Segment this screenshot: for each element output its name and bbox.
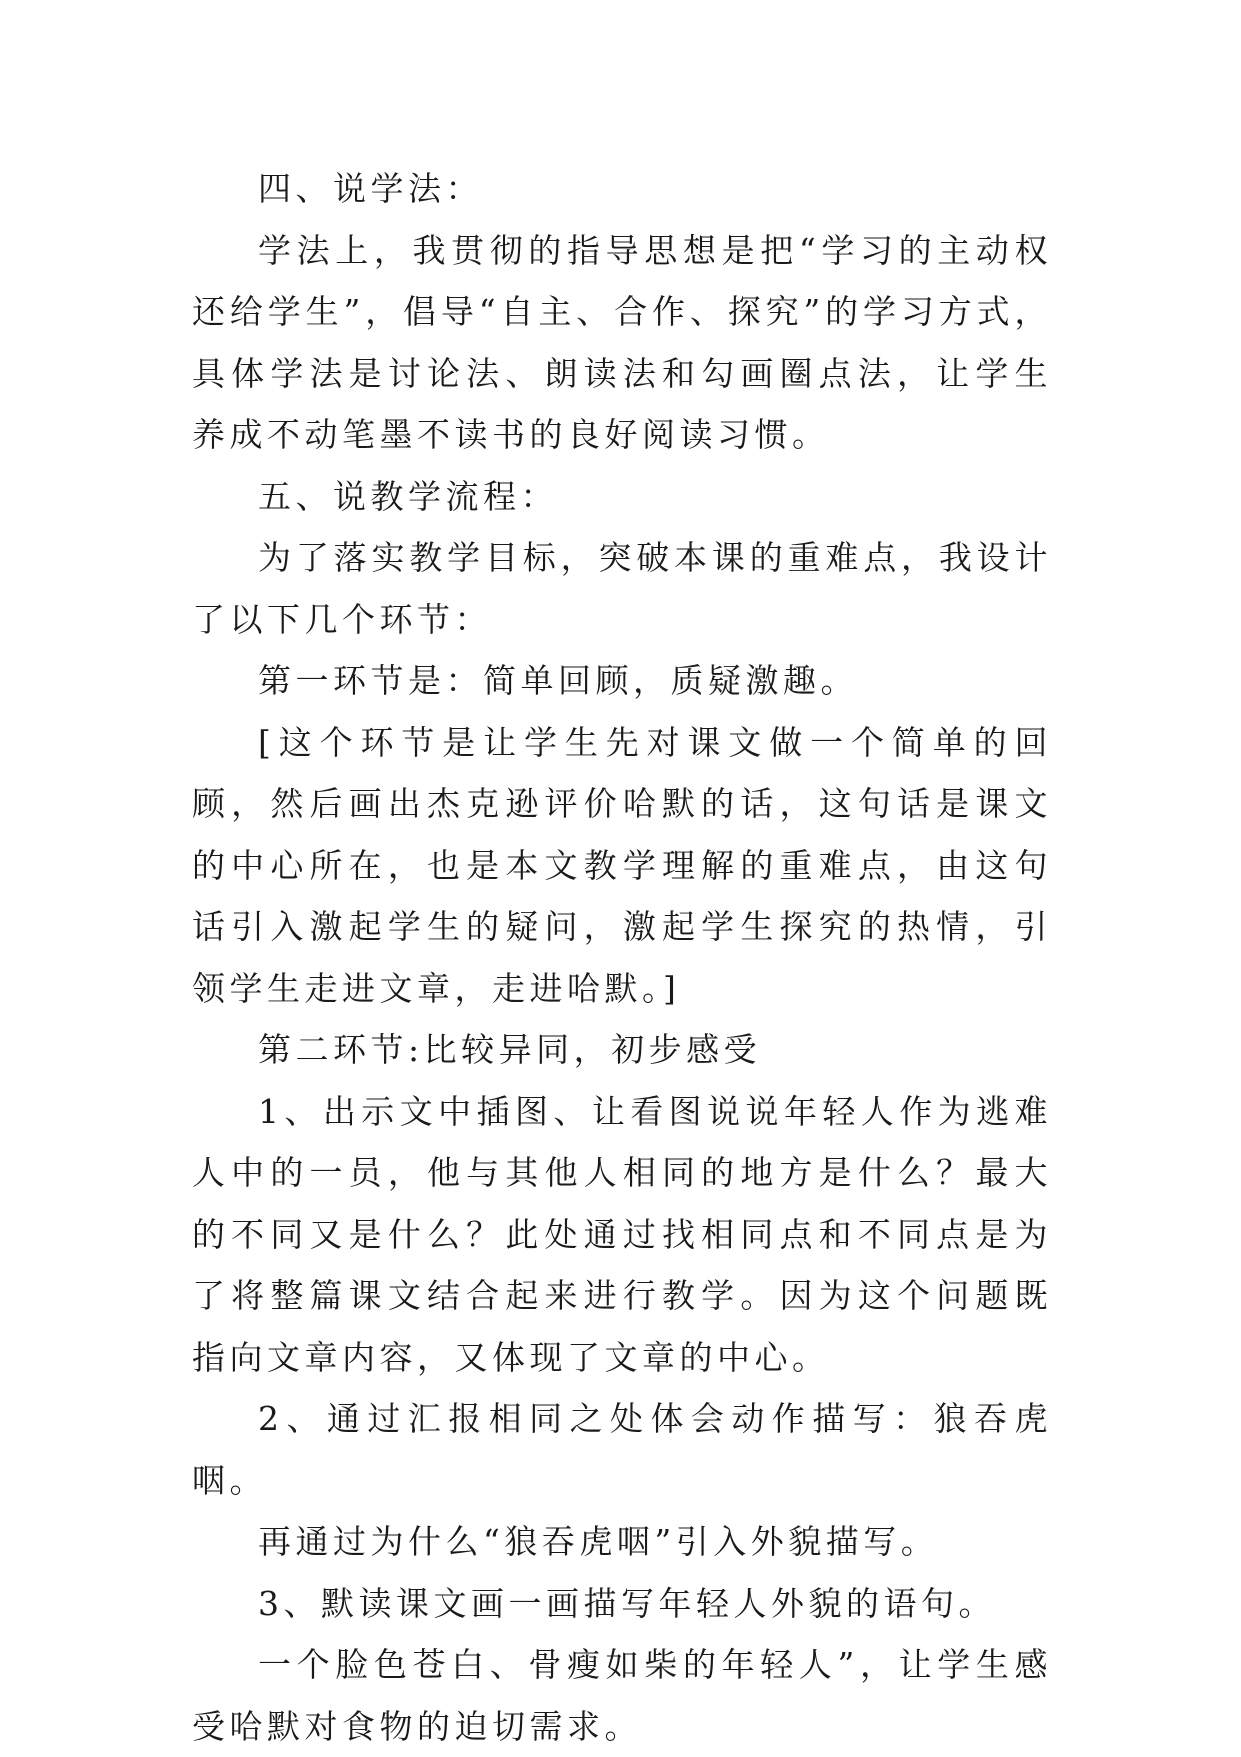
paragraph-stage-two-step-3: 3、默读课文画一画描写年轻人外貌的语句。 <box>258 1583 996 1623</box>
heading-stage-two: 第二环节:比较异同，初步感受 <box>258 1030 762 1069</box>
paragraph-stage-two-step-1: 1、出示文中插图、让看图说说年轻人作为逃难人中的一员，他与其他人相同的地方是什么？最大的不同又是什么？此处通过找相同点和不同点是为了将整篇课文结合起来进行教学。因为这个问题既指向文章内容，又体现了文章的中心。 <box>192 1091 1052 1377</box>
paragraph-teaching-process-intro: 为了落实教学目标，突破本课的重难点，我设计了以下几个环节： <box>192 538 1052 639</box>
paragraph-stage-one: [这个环节是让学生先对课文做一个简单的回顾，然后画出杰克逊评价哈默的话，这句话是课文的中心所在，也是本文教学理解的重难点，由这句话引入激起学生的疑问，激起学生探究的热情，引领学生走进文章，走进哈默。] <box>192 722 1052 1008</box>
heading-stage-one: 第一环节是：简单回顾，质疑激趣。 <box>258 661 858 700</box>
paragraph-stage-two-step-2-cont: 再通过为什么“狼吞虎咽”引入外貌描写。 <box>258 1522 939 1561</box>
document-body <box>192 158 1052 1757</box>
paragraph-stage-two-step-2: 2、通过汇报相同之处体会动作描写：狼吞虎咽。 <box>192 1399 1052 1500</box>
paragraph-stage-two-step-3-cont: 一个脸色苍白、骨瘦如柴的年轻人”，让学生感受哈默对食物的迫切需求。 <box>192 1645 1052 1746</box>
heading-learning-methods: 四、说学法： <box>258 169 483 208</box>
heading-teaching-process: 五、说教学流程： <box>258 476 558 516</box>
paragraph-learning-methods: 学法上，我贯彻的指导思想是把“学习的主动权还给学生”，倡导“自主、合作、探究”的学习方式，具体学法是讨论法、朗读法和勾画圈点法，让学生养成不动笔墨不读书的良好阅读习惯。 <box>192 230 1052 454</box>
